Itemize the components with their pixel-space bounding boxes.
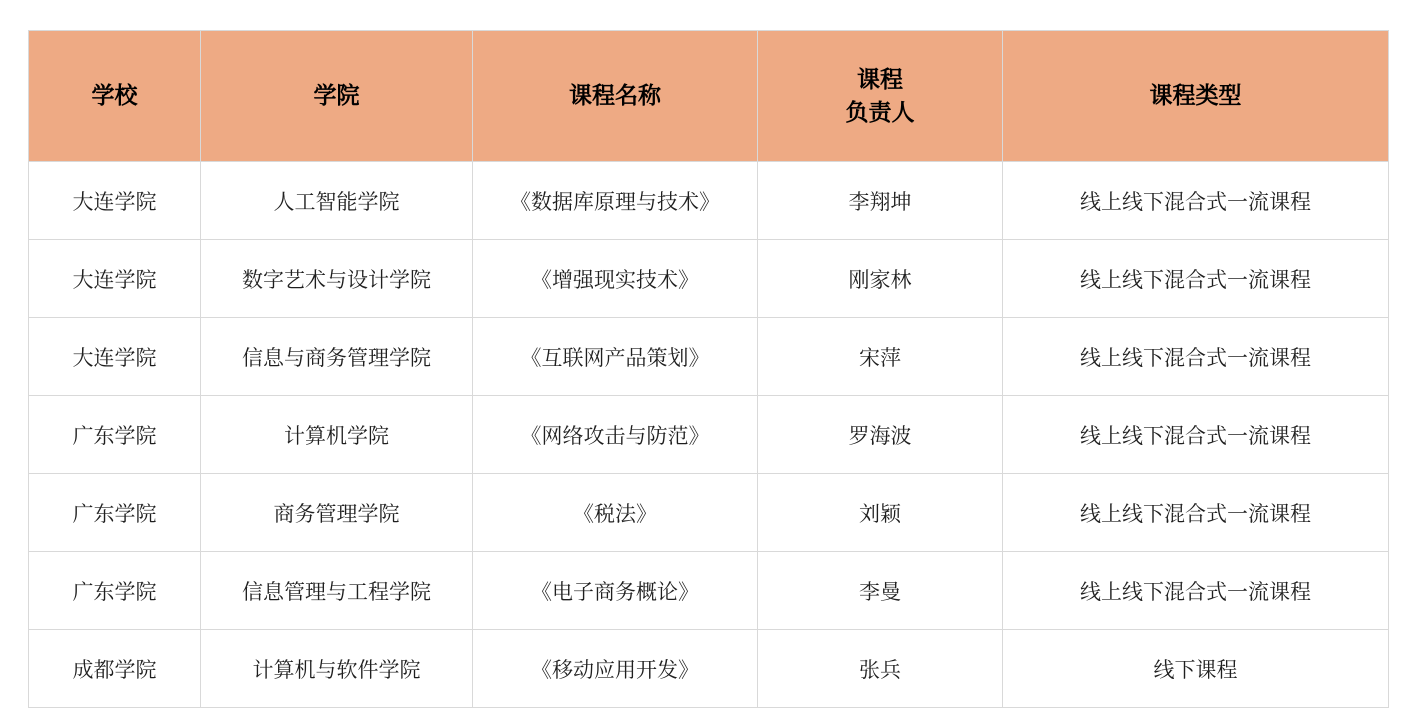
cell-school: 大连学院 [29,318,201,396]
cell-course-name: 《电子商务概论》 [473,552,758,630]
cell-college: 数字艺术与设计学院 [201,240,473,318]
cell-course-leader: 李翔坤 [758,162,1003,240]
cell-college: 计算机与软件学院 [201,630,473,708]
column-header-course-type [1003,31,1389,162]
cell-college: 计算机学院 [201,396,473,474]
cell-course-type: 线上线下混合式一流课程 [1003,240,1389,318]
cell-course-type: 线上线下混合式一流课程 [1003,396,1389,474]
column-header-school-label: 学校 [91,82,138,109]
cell-course-name: 《网络攻击与防范》 [473,396,758,474]
cell-school: 广东学院 [29,474,201,552]
cell-course-type: 线上线下混合式一流课程 [1003,318,1389,396]
cell-course-type: 线下课程 [1003,630,1389,708]
cell-college: 信息与商务管理学院 [201,318,473,396]
column-header-course-type-label: 课程类型 [1149,82,1242,109]
cell-course-type: 线上线下混合式一流课程 [1003,162,1389,240]
cell-course-name: 《税法》 [473,474,758,552]
cell-course-type: 线上线下混合式一流课程 [1003,552,1389,630]
table-row [29,240,1389,318]
table-row [29,474,1389,552]
cell-course-leader: 刘颖 [758,474,1003,552]
table-row [29,396,1389,474]
cell-school: 大连学院 [29,162,201,240]
column-header-college-label: 学院 [313,82,360,109]
cell-course-leader: 张兵 [758,630,1003,708]
column-header-course-leader-line2: 负责人 [845,99,915,125]
table-body [29,162,1389,708]
cell-course-name: 《数据库原理与技术》 [473,162,758,240]
cell-course-leader: 李曼 [758,552,1003,630]
cell-course-leader: 罗海波 [758,396,1003,474]
cell-course-leader: 宋萍 [758,318,1003,396]
table-header-row [29,31,1389,162]
column-header-course-name [473,31,758,162]
cell-school: 广东学院 [29,396,201,474]
cell-course-type: 线上线下混合式一流课程 [1003,474,1389,552]
table-row [29,630,1389,708]
cell-college: 信息管理与工程学院 [201,552,473,630]
table-row [29,318,1389,396]
cell-course-leader: 刚家林 [758,240,1003,318]
column-header-course-leader [758,31,1003,162]
course-table [28,30,1389,708]
cell-school: 成都学院 [29,630,201,708]
cell-school: 大连学院 [29,240,201,318]
column-header-course-name-label: 课程名称 [569,82,661,109]
table-row [29,552,1389,630]
column-header-college [201,31,473,162]
column-header-school [29,31,201,162]
cell-school: 广东学院 [29,552,201,630]
cell-course-name: 《移动应用开发》 [473,630,758,708]
table-row [29,162,1389,240]
column-header-course-leader-line1: 课程 [857,65,903,92]
cell-college: 人工智能学院 [201,162,473,240]
cell-course-name: 《互联网产品策划》 [473,318,758,396]
cell-college: 商务管理学院 [201,474,473,552]
cell-course-name: 《增强现实技术》 [473,240,758,318]
table-header [29,31,1389,162]
